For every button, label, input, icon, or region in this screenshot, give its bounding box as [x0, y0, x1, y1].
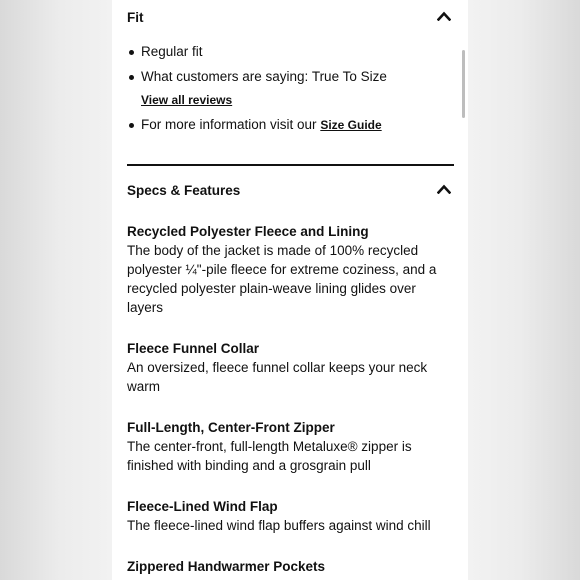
section-divider	[127, 164, 454, 166]
feature-title: Recycled Polyester Fleece and Lining	[127, 224, 369, 239]
feature-item	[127, 418, 447, 475]
bullet-icon	[129, 123, 134, 128]
feature-item	[127, 339, 447, 396]
feature-description: The fleece-lined wind flap buffers against wind chill	[127, 518, 431, 533]
fit-customers-text: What customers are saying: True To Size	[141, 69, 387, 84]
size-guide-link[interactable]: Size Guide	[320, 118, 382, 132]
feature-description: The body of the jacket is made of 100% recycled polyester ¼"-pile fleece for extreme coziness, and a recycled polyester plain-weave lining glides over layers	[127, 243, 437, 315]
fit-section-header[interactable]	[127, 6, 453, 30]
list-item	[127, 67, 457, 87]
feature-title: Zippered Handwarmer Pockets	[127, 559, 326, 574]
chevron-up-icon[interactable]	[437, 184, 451, 194]
feature-description: An oversized, fleece funnel collar keeps your neck warm	[127, 360, 428, 394]
fit-section-title: Fit	[127, 10, 144, 25]
chevron-up-icon[interactable]	[437, 11, 451, 21]
specs-section-header[interactable]	[127, 179, 453, 203]
feature-item	[127, 222, 447, 317]
list-item	[127, 115, 457, 135]
feature-title: Fleece Funnel Collar	[127, 341, 260, 356]
view-all-reviews-link[interactable]: View all reviews	[141, 93, 233, 107]
fit-list	[127, 42, 457, 135]
feature-description: The center-front, full-length Metaluxe® zipper is finished with binding and a grosgrain pull	[127, 439, 412, 473]
scrollbar[interactable]	[462, 50, 465, 118]
feature-title: Full-Length, Center-Front Zipper	[127, 420, 335, 435]
list-item	[127, 42, 457, 62]
feature-title: Fleece-Lined Wind Flap	[127, 499, 278, 514]
list-item-link	[127, 90, 457, 110]
feature-item	[127, 557, 447, 576]
bullet-icon	[129, 75, 134, 80]
bullet-icon	[129, 50, 134, 55]
fit-more-info-text: For more information visit our	[141, 117, 321, 132]
specs-section-title: Specs & Features	[127, 183, 241, 198]
feature-item	[127, 497, 447, 535]
fit-regular-text: Regular fit	[141, 44, 203, 59]
